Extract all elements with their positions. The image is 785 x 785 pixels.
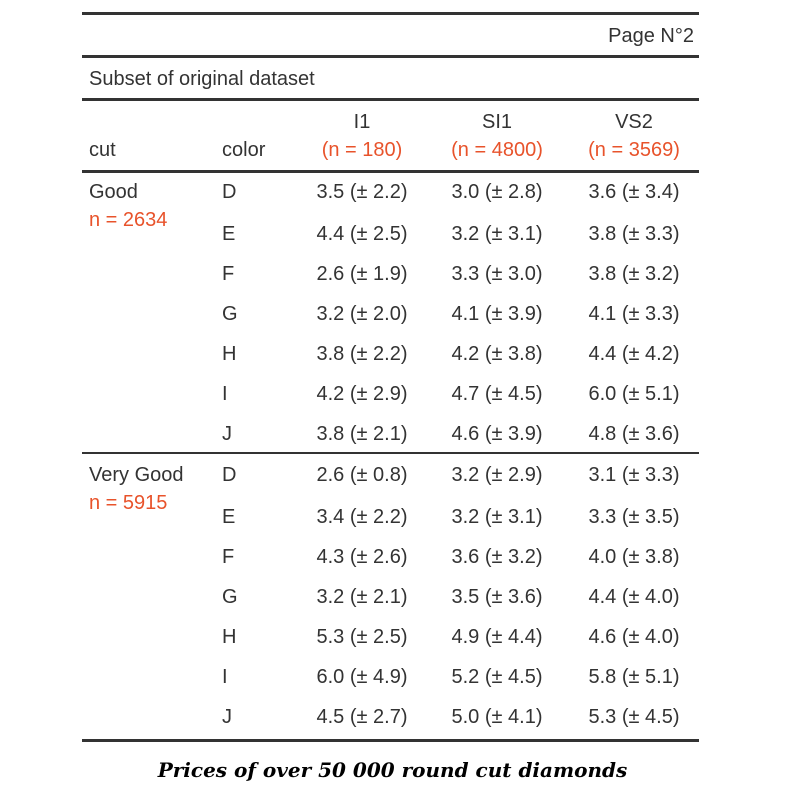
table-cell: 6.0 (± 5.1) (588, 383, 680, 405)
table-cell: 3.4 (± 2.2) (316, 506, 408, 528)
table-cell: 4.6 (± 4.0) (588, 626, 680, 648)
row-color: F (222, 546, 235, 568)
table-cell: 3.8 (± 2.1) (316, 423, 408, 445)
table-cell: 4.2 (± 3.8) (451, 343, 543, 365)
table-caption: Prices of over 50 000 round cut diamonds (157, 758, 628, 782)
row-color: J (222, 706, 232, 728)
table-cell: 3.6 (± 3.4) (588, 181, 680, 203)
table-cell: 4.5 (± 2.7) (316, 706, 408, 728)
column-count-1: (n = 4800) (451, 139, 543, 161)
group-cut-label: Good (89, 181, 138, 203)
column-header-0: I1 (353, 111, 371, 133)
row-color: D (222, 181, 237, 203)
table-cell: 3.2 (± 2.9) (451, 464, 543, 486)
row-color: H (222, 343, 237, 365)
row-color: E (222, 506, 236, 528)
page-rule (82, 55, 699, 58)
column-spanner-rule (297, 170, 424, 173)
table-cell: 5.0 (± 4.1) (451, 706, 543, 728)
bottom-rule (82, 739, 699, 742)
table-cell: 3.8 (± 3.2) (588, 263, 680, 285)
table-cell: 3.2 (± 3.1) (451, 506, 543, 528)
table-cell: 5.8 (± 5.1) (588, 666, 680, 688)
table-cell: 4.1 (± 3.9) (451, 303, 543, 325)
table-cell: 5.3 (± 4.5) (588, 706, 680, 728)
row-color: G (222, 586, 238, 608)
table-cell: 4.6 (± 3.9) (451, 423, 543, 445)
subset-label: Subset of original dataset (89, 68, 315, 90)
column-header-2: VS2 (615, 111, 653, 133)
table-cell: 3.2 (± 3.1) (451, 223, 543, 245)
table-cell: 3.8 (± 2.2) (316, 343, 408, 365)
table-cell: 5.2 (± 4.5) (451, 666, 543, 688)
column-count-2: (n = 3569) (588, 139, 680, 161)
table-cell: 4.3 (± 2.6) (316, 546, 408, 568)
table-cell: 2.6 (± 1.9) (316, 263, 408, 285)
row-color: D (222, 464, 237, 486)
table-cell: 4.4 (± 4.2) (588, 343, 680, 365)
table-cell: 4.0 (± 3.8) (588, 546, 680, 568)
table-cell: 3.2 (± 2.1) (316, 586, 408, 608)
table-cell: 4.4 (± 2.5) (316, 223, 408, 245)
column-spanner-rule (434, 170, 560, 173)
row-color: J (222, 423, 232, 445)
group-cut-label: Very Good (89, 464, 184, 486)
header-color: color (222, 139, 266, 161)
table-cell: 4.1 (± 3.3) (588, 303, 680, 325)
table-cell: 3.3 (± 3.5) (588, 506, 680, 528)
table-cell: 5.3 (± 2.5) (316, 626, 408, 648)
table-cell: 3.2 (± 2.0) (316, 303, 408, 325)
table-cell: 2.6 (± 0.8) (316, 464, 408, 486)
top-rule (82, 12, 699, 15)
table-cell: 3.8 (± 3.3) (588, 223, 680, 245)
header-cut: cut (89, 139, 116, 161)
column-header-1: SI1 (481, 111, 513, 133)
group-count: n = 2634 (89, 209, 168, 231)
table-cell: 3.3 (± 3.0) (451, 263, 543, 285)
table-cell: 4.7 (± 4.5) (451, 383, 543, 405)
column-spanner-rule (570, 170, 699, 173)
table-cell: 3.5 (± 3.6) (451, 586, 543, 608)
column-count-0: (n = 180) (321, 139, 403, 161)
subset-rule (82, 98, 699, 101)
row-color: H (222, 626, 237, 648)
table-cell: 4.8 (± 3.6) (588, 423, 680, 445)
row-color: F (222, 263, 235, 285)
table-cell: 3.5 (± 2.2) (316, 181, 408, 203)
group-count: n = 5915 (89, 492, 168, 514)
group-separator (82, 452, 699, 454)
row-color: E (222, 223, 236, 245)
table-cell: 4.2 (± 2.9) (316, 383, 408, 405)
row-color: G (222, 303, 238, 325)
row-color: I (222, 666, 228, 688)
table-cell: 4.9 (± 4.4) (451, 626, 543, 648)
table-cell: 3.1 (± 3.3) (588, 464, 680, 486)
row-color: I (222, 383, 228, 405)
table-cell: 3.6 (± 3.2) (451, 546, 543, 568)
page-label: Page N°2 (608, 25, 694, 47)
table-cell: 4.4 (± 4.0) (588, 586, 680, 608)
table-cell: 6.0 (± 4.9) (316, 666, 408, 688)
table-cell: 3.0 (± 2.8) (451, 181, 543, 203)
